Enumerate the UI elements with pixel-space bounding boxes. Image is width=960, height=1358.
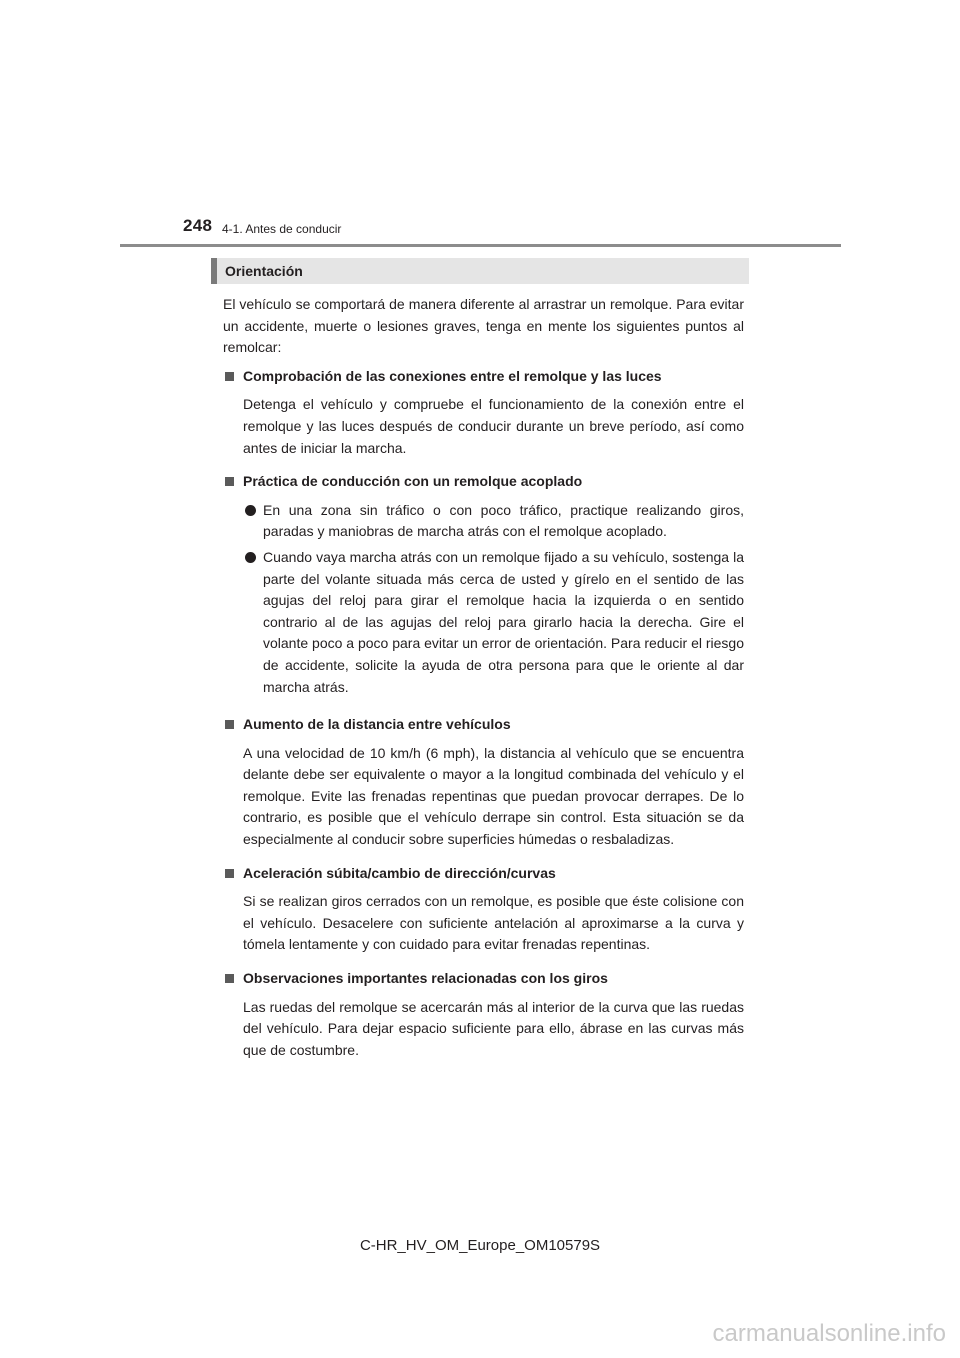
subsection-acceleration	[223, 863, 744, 956]
subsection-title: Aceleración súbita/cambio de dirección/curvas	[223, 863, 744, 885]
list-item: En una zona sin tráfico o con poco tráfico, practique realizando giros, paradas y maniobras de marcha atrás con el remolque acoplado.	[243, 500, 744, 543]
subsection-turns	[223, 968, 744, 1061]
subsection-title: Práctica de conducción con un remolque acoplado	[223, 471, 744, 493]
square-bullet-icon	[225, 869, 234, 878]
document-code: C-HR_HV_OM_Europe_OM10579S	[359, 1237, 601, 1254]
page-content	[223, 294, 744, 1061]
list-item: Cuando vaya marcha atrás con un remolque fijado a su vehículo, sostenga la parte del volante situada más cerca de usted y gírelo en el sentido de las agujas del reloj para girar el remolque hacia la izquierda o en sentido contrario al de las agujas del reloj para girarlo hacia la derecha. Gire el volante poco a poco para evitar un error de orientación. Para reducir el riesgo de accidente, solicite la ayuda de otra persona para que le oriente al dar marcha atrás.	[243, 547, 744, 698]
square-bullet-icon	[225, 974, 234, 983]
round-bullet-icon	[245, 552, 256, 563]
watermark: carmanualsonline.info	[712, 1320, 946, 1347]
subsection-distance	[223, 714, 744, 851]
subsection-body: Si se realizan giros cerrados con un remolque, es posible que éste colisione con el vehículo. Desacelere con suficiente antelación al aproximarse a la curva y tómela lentamente y con cuidado para evitar frenadas repentinas.	[243, 893, 744, 953]
subsection-title: Comprobación de las conexiones entre el remolque y las luces	[223, 366, 744, 388]
page-number: 248	[183, 216, 213, 235]
subsection-title: Observaciones importantes relacionadas con los giros	[223, 968, 744, 990]
square-bullet-icon	[225, 477, 234, 486]
section-reference: 4-1. Antes de conducir	[222, 222, 342, 236]
subsection-body: A una velocidad de 10 km/h (6 mph), la distancia al vehículo que se encuentra delante debe ser equivalente o mayor a la longitud combinada del vehículo y el remolque. Evite las frenadas repentinas que puedan provocar derrapes. De lo contrario, es posible que el vehículo derrape sin control. Esta situación se da especialmente al conducir sobre superficies húmedas o resbaladizas.	[243, 744, 744, 848]
header-divider	[120, 244, 841, 247]
subsection-body: Las ruedas del remolque se acercarán más al interior de la curva que las ruedas del vehículo. Para dejar espacio suficiente para ello, ábrase en las curvas más que de costumbre.	[243, 998, 744, 1058]
section-title: Orientación	[225, 263, 303, 279]
round-bullet-icon	[245, 505, 256, 516]
square-bullet-icon	[225, 372, 234, 381]
subsection-body: Detenga el vehículo y compruebe el funcionamiento de la conexión entre el remolque y las luces después de conducir durante un breve período, así como antes de iniciar la marcha.	[243, 396, 744, 456]
subsection-practice	[223, 471, 744, 698]
subsection-title: Aumento de la distancia entre vehículos	[223, 714, 744, 736]
intro-paragraph: El vehículo se comportará de manera diferente al arrastrar un remolque. Para evitar un accidente, muerte o lesiones graves, tenga en mente los siguientes puntos al remolcar:	[223, 296, 744, 356]
subsection-connections	[223, 366, 744, 459]
section-heading-bar	[211, 258, 749, 284]
square-bullet-icon	[225, 720, 234, 729]
subsection-body	[223, 500, 744, 698]
